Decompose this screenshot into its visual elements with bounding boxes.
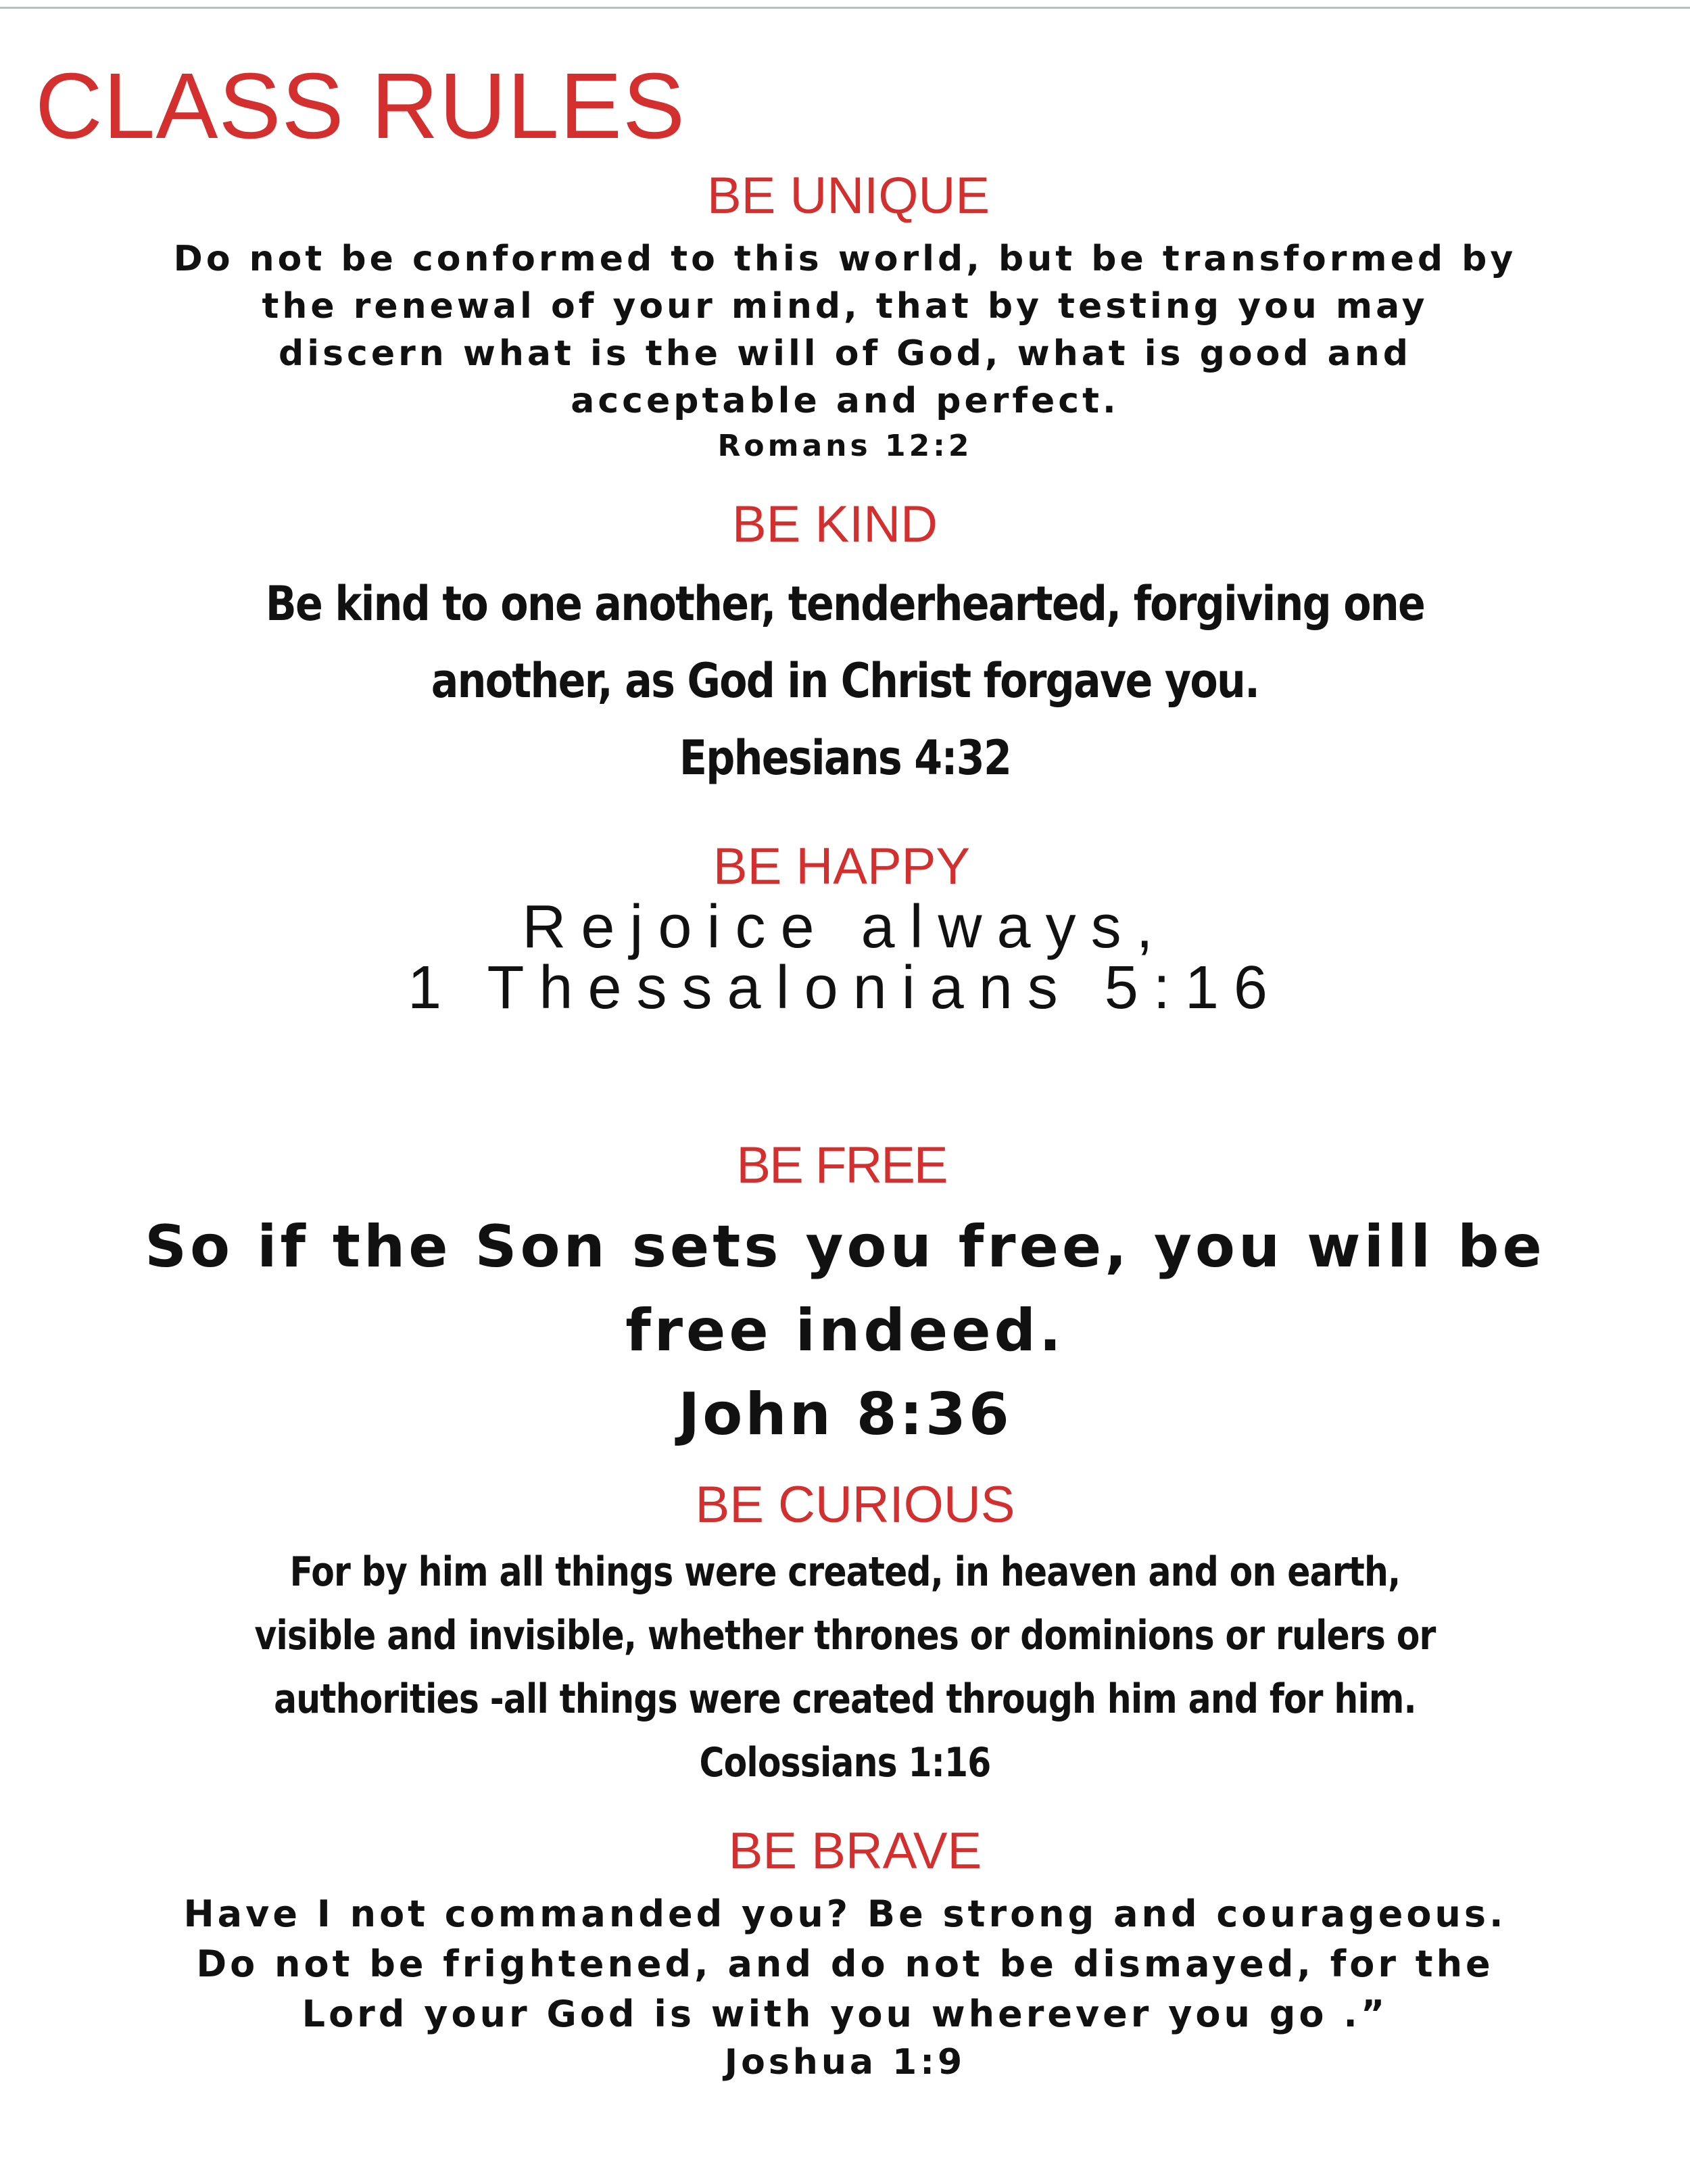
rule-section-be-kind <box>0 496 1690 797</box>
rule-verse: For by him all things were created, in heaven and on earth, visible and invisible, whether thrones or dominions or rulers or authorities -all things were created through him and for him. <box>254 1548 1436 1723</box>
rule-section-be-unique <box>0 167 1690 468</box>
rule-verse: Have I not commanded you? Be strong and courageous. Do not be frightened, and do not be dismayed, for the Lord your God is with you wherever you go .” <box>183 1893 1507 2035</box>
rule-verse: Do not be conformed to this world, but be transformed by the renewal of your mind, that by testing you may discern what is the will of God, what is good and acceptable and perfect. <box>173 239 1517 421</box>
rule-section-be-curious <box>0 1476 1690 1795</box>
verse-reference: John 8:36 <box>678 1381 1012 1448</box>
verse-reference: Ephesians 4:32 <box>679 730 1011 786</box>
rule-heading: BE HAPPY <box>713 838 971 895</box>
rule-heading: BE FREE <box>736 1137 947 1194</box>
rule-heading: BE UNIQUE <box>706 167 990 224</box>
rule-section-be-free <box>0 1137 1690 1456</box>
rule-verse: Be kind to one another, tenderhearted, forgiving one another, as God in Christ forgave you. <box>265 576 1425 709</box>
rule-verse: Rejoice always, <box>522 893 1168 961</box>
verse-reference: Romans 12:2 <box>717 429 973 463</box>
rule-section-be-happy <box>0 838 1690 1022</box>
verse-reference: 1 Thessalonians 5:16 <box>408 954 1282 1022</box>
rule-heading: BE KIND <box>731 496 938 553</box>
rule-heading: BE CURIOUS <box>695 1476 1015 1534</box>
verse-reference: Joshua 1:9 <box>724 2042 966 2083</box>
rule-verse: So if the Son sets you free, you will be free indeed. <box>145 1213 1545 1364</box>
page-title: CLASS RULES <box>35 54 686 158</box>
scan-top-border <box>0 7 1690 9</box>
verse-reference: Colossians 1:16 <box>699 1739 991 1786</box>
rule-section-be-brave <box>0 1822 1690 2085</box>
rule-heading: BE BRAVE <box>728 1822 982 1880</box>
